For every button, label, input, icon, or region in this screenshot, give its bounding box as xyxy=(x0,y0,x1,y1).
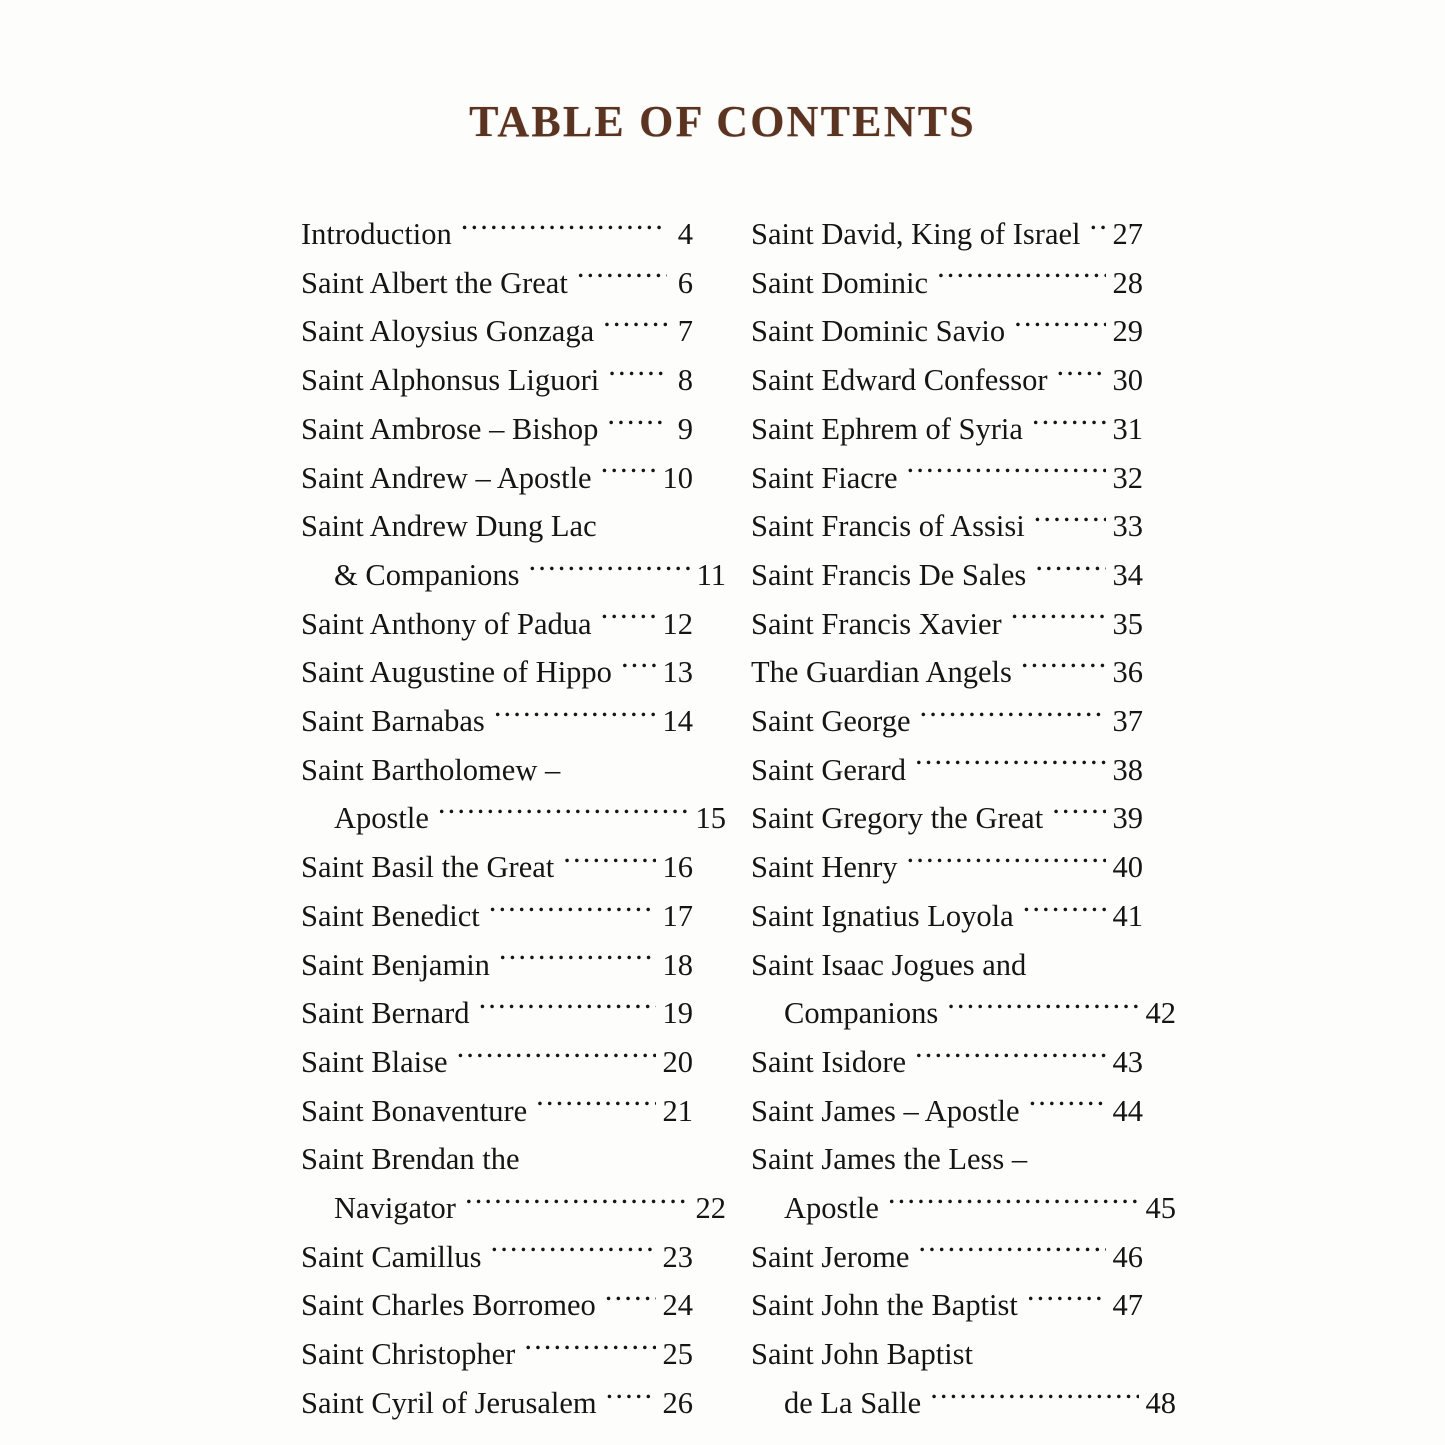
toc-entry[interactable] xyxy=(301,892,693,941)
toc-entry-line-final xyxy=(301,600,693,649)
toc-entry-label: Saint David, King of Israel xyxy=(751,217,1081,251)
toc-entry-label: Saint Ambrose – Bishop xyxy=(301,411,599,446)
dot-leader xyxy=(529,1139,686,1170)
toc-entry-page-number: 13 xyxy=(662,655,693,690)
toc-entry-line-final xyxy=(751,210,1143,259)
toc-entry-page-number: 14 xyxy=(662,704,693,739)
dot-leader xyxy=(888,1188,1139,1219)
toc-entry-page-number: 42 xyxy=(1145,996,1176,1031)
dot-leader xyxy=(920,701,1106,732)
dot-leader xyxy=(577,262,667,293)
dot-leader xyxy=(608,360,667,391)
toc-entry-label: Saint Augustine of Hippo xyxy=(301,655,612,690)
toc-entry-page-number: 22 xyxy=(695,1191,726,1226)
toc-entry-page-number: 25 xyxy=(662,1337,693,1372)
toc-entry[interactable] xyxy=(751,941,1176,1038)
toc-entry[interactable] xyxy=(301,210,693,259)
toc-entry-page-number: 36 xyxy=(1112,655,1143,690)
toc-entry-page-number: 27 xyxy=(1112,217,1143,251)
toc-entry[interactable] xyxy=(751,648,1143,697)
toc-entry-label: Saint Isaac Jogues and xyxy=(751,947,1027,982)
toc-columns xyxy=(0,210,1445,1428)
toc-entry-label: Saint Benjamin xyxy=(301,947,490,982)
dot-leader xyxy=(1035,554,1105,585)
toc-entry-label: Saint Andrew Dung Lac xyxy=(301,509,597,544)
dot-leader xyxy=(601,603,656,634)
toc-entry[interactable] xyxy=(751,210,1143,259)
toc-entry-label: Saint James – Apostle xyxy=(751,1093,1020,1128)
toc-entry[interactable] xyxy=(301,307,693,356)
toc-entry[interactable] xyxy=(751,551,1143,600)
toc-entry-page-number: 47 xyxy=(1112,1288,1143,1323)
dot-leader xyxy=(1034,506,1106,537)
toc-entry-label: Saint Bernard xyxy=(301,996,470,1031)
dot-leader xyxy=(1014,311,1105,342)
toc-entry[interactable] xyxy=(301,648,693,697)
dot-leader xyxy=(930,1382,1138,1413)
toc-entry-line xyxy=(751,941,1143,990)
toc-entry-label: Saint Francis Xavier xyxy=(751,606,1002,641)
toc-entry-page-number: 12 xyxy=(662,606,693,641)
toc-entry[interactable] xyxy=(301,989,693,1038)
toc-entry-label: Saint Blaise xyxy=(301,1044,448,1079)
toc-entry-page-number: 34 xyxy=(1112,557,1143,592)
toc-entry[interactable] xyxy=(751,502,1143,551)
toc-entry[interactable] xyxy=(751,697,1143,746)
toc-entry[interactable] xyxy=(751,307,1143,356)
toc-entry-page-number: 30 xyxy=(1112,363,1143,398)
toc-entry-page-number: 15 xyxy=(695,801,726,836)
toc-entry-label: Saint George xyxy=(751,704,911,739)
toc-entry[interactable] xyxy=(301,1135,726,1232)
toc-entry-page-number: 37 xyxy=(1112,704,1143,739)
toc-entry-label: Apostle xyxy=(784,1191,879,1226)
toc-entry-line-final xyxy=(751,1281,1143,1330)
toc-entry-label: Saint Alphonsus Liguori xyxy=(301,363,600,398)
dot-leader xyxy=(1035,944,1136,975)
dot-leader xyxy=(915,749,1106,780)
toc-entry[interactable] xyxy=(301,1233,693,1282)
toc-entry-label: & Companions xyxy=(334,557,520,592)
toc-entry-label: Saint Edward Confessor xyxy=(751,363,1048,398)
dot-leader xyxy=(1029,1090,1106,1121)
dot-leader xyxy=(601,457,656,488)
toc-entry-line-final xyxy=(301,454,693,503)
dot-leader xyxy=(563,847,655,878)
dot-leader xyxy=(494,701,656,732)
toc-entry-page-number: 16 xyxy=(662,850,693,885)
toc-entry[interactable] xyxy=(301,1379,693,1428)
toc-entry-line-final xyxy=(751,502,1143,551)
toc-entry[interactable] xyxy=(301,405,693,454)
toc-entry-line xyxy=(301,1135,693,1184)
toc-entry-line-final xyxy=(751,746,1143,795)
toc-entry-line-final xyxy=(751,892,1143,941)
toc-entry[interactable] xyxy=(301,843,693,892)
toc-entry[interactable] xyxy=(301,746,726,843)
dot-leader xyxy=(607,408,667,439)
dot-leader xyxy=(606,506,686,537)
dot-leader xyxy=(918,1236,1105,1267)
dot-leader xyxy=(621,652,656,683)
toc-entry-line xyxy=(301,502,693,551)
toc-entry[interactable] xyxy=(751,1038,1143,1087)
toc-entry-label: Saint John the Baptist xyxy=(751,1288,1018,1323)
toc-entry-label: Companions xyxy=(784,996,939,1031)
toc-entry-page-number: 48 xyxy=(1145,1385,1176,1420)
dot-leader xyxy=(907,457,1106,488)
toc-entry[interactable] xyxy=(301,356,693,405)
toc-entry-page-number: 9 xyxy=(677,411,693,446)
toc-entry-page-number: 18 xyxy=(662,947,693,982)
toc-entry[interactable] xyxy=(751,892,1143,941)
toc-entry-line xyxy=(301,746,693,795)
toc-entry-page-number: 44 xyxy=(1112,1093,1143,1128)
toc-entry-page-number: 7 xyxy=(677,314,693,349)
toc-entry-line-final xyxy=(301,356,693,405)
toc-entry[interactable] xyxy=(301,502,726,599)
toc-entry-line-final xyxy=(301,210,693,259)
toc-entry-page-number: 4 xyxy=(677,217,693,251)
toc-entry[interactable] xyxy=(301,454,693,503)
toc-entry-page-number: 35 xyxy=(1112,606,1143,641)
toc-entry[interactable] xyxy=(301,600,693,649)
dot-leader xyxy=(1027,1285,1106,1316)
toc-entry-page-number: 45 xyxy=(1145,1191,1176,1226)
toc-entry-line-final xyxy=(301,1379,693,1428)
dot-leader xyxy=(907,847,1106,878)
toc-entry-page-number: 23 xyxy=(662,1239,693,1274)
toc-entry-line-final xyxy=(751,1233,1143,1282)
toc-entry-label: Introduction xyxy=(301,217,452,251)
dot-leader xyxy=(1052,798,1105,829)
toc-entry[interactable] xyxy=(751,1233,1143,1282)
toc-entry-line-final xyxy=(301,551,726,600)
toc-entry-line-final xyxy=(301,1281,693,1330)
toc-entry-line-final xyxy=(751,356,1143,405)
dot-leader xyxy=(465,1188,689,1219)
dot-leader xyxy=(605,1285,656,1316)
toc-entry-page-number: 40 xyxy=(1112,850,1143,885)
toc-entry-label: Saint Barnabas xyxy=(301,704,485,739)
toc-entry-label: The Guardian Angels xyxy=(751,655,1012,690)
toc-entry[interactable] xyxy=(751,454,1143,503)
toc-entry-line-final xyxy=(301,1330,693,1379)
toc-entry-label: Apostle xyxy=(334,801,429,836)
toc-entry-label: Saint Brendan the xyxy=(301,1142,520,1177)
toc-entry-label: Saint Ignatius Loyola xyxy=(751,898,1014,933)
toc-entry-line-final xyxy=(301,405,693,454)
toc-entry[interactable] xyxy=(751,1330,1176,1427)
toc-entry-line-final xyxy=(301,892,693,941)
dot-leader xyxy=(915,1041,1105,1072)
toc-entry-page-number: 38 xyxy=(1112,752,1143,787)
toc-entry-label: Saint Albert the Great xyxy=(301,265,568,300)
toc-entry-line-final xyxy=(301,794,726,843)
toc-entry-label: Saint Charles Borromeo xyxy=(301,1288,596,1323)
dot-leader xyxy=(489,895,656,926)
toc-entry[interactable] xyxy=(301,1087,693,1136)
dot-leader xyxy=(1090,214,1106,245)
dot-leader xyxy=(569,749,686,780)
toc-entry-label: Saint Gregory the Great xyxy=(751,801,1044,836)
toc-entry-label: Saint Bartholomew – xyxy=(301,752,561,787)
toc-entry[interactable] xyxy=(751,259,1143,308)
dot-leader xyxy=(1036,1139,1136,1170)
toc-entry-page-number: 20 xyxy=(662,1044,693,1079)
toc-entry-line-final xyxy=(301,307,693,356)
toc-entry-line-final xyxy=(751,1087,1143,1136)
toc-entry-label: Saint Camillus xyxy=(301,1239,482,1274)
toc-entry-label: Saint Benedict xyxy=(301,898,480,933)
toc-entry[interactable] xyxy=(751,1281,1143,1330)
toc-entry-line-final xyxy=(751,600,1143,649)
toc-entry-page-number: 28 xyxy=(1112,265,1143,300)
toc-entry-line-final xyxy=(751,794,1143,843)
dot-leader xyxy=(1032,408,1106,439)
toc-entry-page-number: 43 xyxy=(1112,1044,1143,1079)
dot-leader xyxy=(947,993,1138,1024)
toc-entry-line-final xyxy=(751,697,1143,746)
toc-entry-label: Saint Bonaventure xyxy=(301,1093,528,1128)
toc-entry-page-number: 31 xyxy=(1112,411,1143,446)
dot-leader xyxy=(1023,895,1106,926)
toc-entry-label: Saint Dominic Savio xyxy=(751,314,1006,349)
toc-entry-page-number: 17 xyxy=(662,898,693,933)
toc-entry-line-final xyxy=(301,1233,693,1282)
toc-entry-line-final xyxy=(301,1184,726,1233)
dot-leader xyxy=(1056,360,1105,391)
toc-entry-label: Saint Isidore xyxy=(751,1044,907,1079)
toc-entry-label: Saint Dominic xyxy=(751,265,929,300)
toc-entry[interactable] xyxy=(751,405,1143,454)
toc-entry-line xyxy=(751,1330,1143,1379)
toc-entry-page-number: 46 xyxy=(1112,1239,1143,1274)
toc-entry-line-final xyxy=(301,648,693,697)
dot-leader xyxy=(461,214,667,245)
toc-entry-label: Saint Gerard xyxy=(751,752,906,787)
toc-entry[interactable] xyxy=(751,600,1143,649)
toc-entry-page-number: 29 xyxy=(1112,314,1143,349)
dot-leader xyxy=(603,311,667,342)
toc-entry-page-number: 10 xyxy=(662,460,693,495)
toc-entry-line-final xyxy=(301,843,693,892)
toc-entry[interactable] xyxy=(751,843,1143,892)
toc-entry-line xyxy=(751,1135,1143,1184)
toc-entry-line-final xyxy=(751,551,1143,600)
toc-entry-label: Saint John Baptist xyxy=(751,1337,973,1372)
toc-entry-line-final xyxy=(301,697,693,746)
dot-leader xyxy=(982,1334,1136,1365)
dot-leader xyxy=(536,1090,655,1121)
toc-entry-page-number: 32 xyxy=(1112,460,1143,495)
page-title: TABLE OF CONTENTS xyxy=(469,97,976,146)
toc-entry-line-final xyxy=(751,843,1143,892)
toc-entry-page-number: 26 xyxy=(662,1385,693,1420)
toc-entry[interactable] xyxy=(751,1087,1143,1136)
toc-entry-line-final xyxy=(751,648,1143,697)
toc-entry-page-number: 24 xyxy=(662,1288,693,1323)
toc-entry-label: Saint Cyril of Jerusalem xyxy=(301,1385,597,1420)
toc-entry-label: Saint Fiacre xyxy=(751,460,898,495)
toc-entry-line-final xyxy=(751,307,1143,356)
toc-entry-line-final xyxy=(751,454,1143,503)
toc-entry-page-number: 33 xyxy=(1112,509,1143,544)
toc-entry-page-number: 39 xyxy=(1112,801,1143,836)
toc-entry-page-number: 41 xyxy=(1112,898,1143,933)
toc-entry-line-final xyxy=(301,941,693,990)
toc-entry-line-final xyxy=(301,989,693,1038)
toc-entry-page-number: 19 xyxy=(662,996,693,1031)
toc-entry[interactable] xyxy=(751,356,1143,405)
toc-entry[interactable] xyxy=(301,697,693,746)
dot-leader xyxy=(457,1041,656,1072)
dot-leader xyxy=(606,1382,656,1413)
toc-entry-label: Saint Aloysius Gonzaga xyxy=(301,314,595,349)
dot-leader xyxy=(499,944,656,975)
toc-entry-line-final xyxy=(751,1184,1176,1233)
toc-entry-page-number: 11 xyxy=(696,557,726,592)
dot-leader xyxy=(1011,603,1106,634)
toc-column-right xyxy=(751,210,1176,1428)
toc-entry-line-final xyxy=(751,1379,1176,1428)
toc-entry-label: Saint Christopher xyxy=(301,1337,516,1372)
toc-column-left xyxy=(301,210,726,1428)
toc-entry-label: Navigator xyxy=(334,1191,456,1226)
toc-entry-line-final xyxy=(751,989,1176,1038)
toc-entry-label: Saint Jerome xyxy=(751,1239,910,1274)
toc-entry-label: Saint James the Less – xyxy=(751,1142,1028,1177)
toc-entry-page-number: 6 xyxy=(677,265,693,300)
toc-entry-label: Saint Francis of Assisi xyxy=(751,509,1025,544)
toc-entry-label: Saint Henry xyxy=(751,850,898,885)
dot-leader xyxy=(479,993,656,1024)
toc-entry[interactable] xyxy=(751,746,1143,795)
toc-entry[interactable] xyxy=(301,1038,693,1087)
toc-entry-line-final xyxy=(301,1038,693,1087)
dot-leader xyxy=(529,554,690,585)
toc-entry[interactable] xyxy=(301,941,693,990)
toc-entry-label: Saint Basil the Great xyxy=(301,850,555,885)
toc-entry-line-final xyxy=(751,405,1143,454)
toc-entry-line-final xyxy=(751,259,1143,308)
toc-entry[interactable] xyxy=(301,1330,693,1379)
toc-entry-line-final xyxy=(301,259,693,308)
toc-entry[interactable] xyxy=(301,1281,693,1330)
toc-entry-page-number: 21 xyxy=(662,1093,693,1128)
dot-leader xyxy=(524,1334,655,1365)
dot-leader xyxy=(490,1236,655,1267)
dot-leader xyxy=(937,262,1105,293)
toc-entry[interactable] xyxy=(751,794,1143,843)
toc-entry[interactable] xyxy=(301,259,693,308)
dot-leader xyxy=(438,798,689,829)
toc-entry-label: Saint Andrew – Apostle xyxy=(301,460,592,495)
toc-entry-line-final xyxy=(751,1038,1143,1087)
toc-entry-label: Saint Anthony of Padua xyxy=(301,606,592,641)
toc-entry-label: Saint Ephrem of Syria xyxy=(751,411,1023,446)
dot-leader xyxy=(1021,652,1106,683)
toc-entry-page-number: 8 xyxy=(677,363,693,398)
toc-entry-line-final xyxy=(301,1087,693,1136)
toc-entry[interactable] xyxy=(751,1135,1176,1232)
toc-entry-label: Saint Francis De Sales xyxy=(751,557,1027,592)
toc-entry-label: de La Salle xyxy=(784,1385,922,1420)
